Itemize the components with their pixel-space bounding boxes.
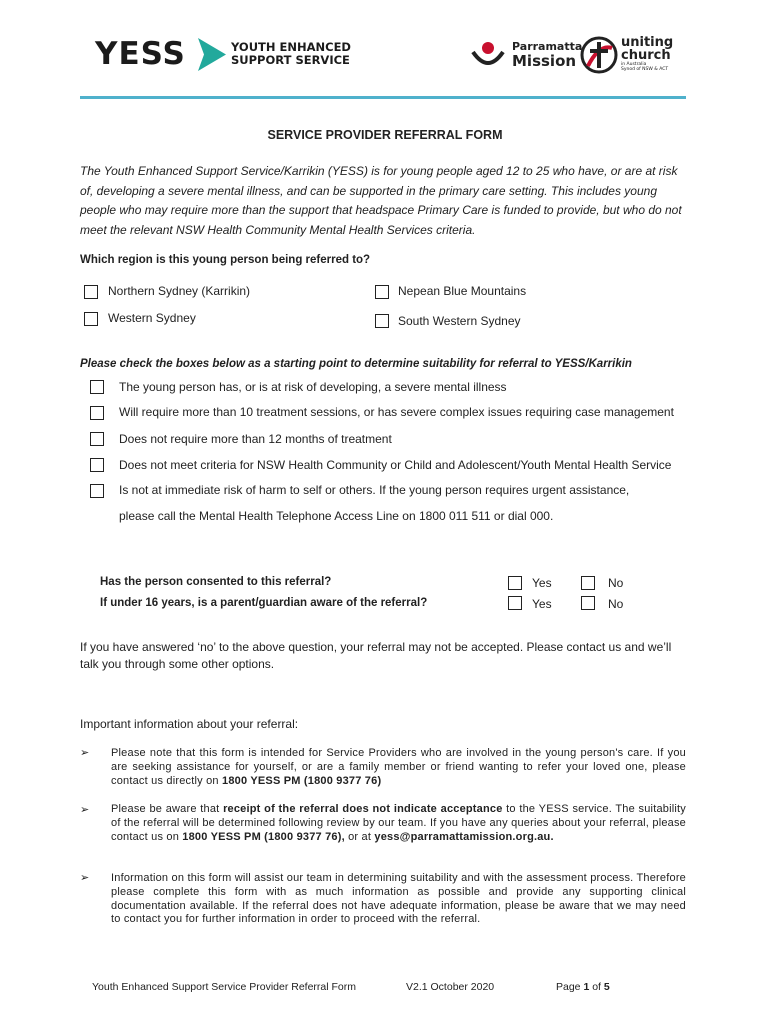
criteria-checkbox-4[interactable] (90, 458, 104, 472)
important-bullet-3 (111, 872, 686, 927)
consent-1-yes-checkbox[interactable] (508, 576, 522, 590)
bullet-arrow-icon: ➢ (80, 803, 90, 816)
footer-version: V2.1 October 2020 (406, 981, 495, 993)
yess-sub-line-2: SUPPORT SERVICE (231, 53, 350, 67)
region-checkbox-south-western-sydney[interactable] (375, 314, 389, 328)
bullet-arrow-icon: ➢ (80, 746, 90, 759)
region-checkbox-western-sydney[interactable] (84, 312, 98, 326)
region-question: Which region is this young person being referred to? (80, 254, 371, 266)
footer-of-word: of (592, 981, 601, 993)
consent-1-no-label: No (608, 576, 624, 590)
footer-page-current: 1 (583, 981, 590, 993)
form-title: SERVICE PROVIDER REFERRAL FORM (267, 128, 503, 142)
criteria-checkbox-1[interactable] (90, 380, 104, 394)
criteria-label-1: The young person has, or is at risk of developing, a severe mental illness (119, 380, 507, 394)
region-checkbox-nepean-blue-mountains[interactable] (375, 285, 389, 299)
uc-line-3: in Australia (621, 62, 647, 67)
important-info-heading: Important information about your referral: (80, 717, 299, 731)
criteria-label-5-continued: please call the Mental Health Telephone Access Line on 1800 011 511 or dial 000. (119, 509, 554, 523)
yess-arrow-icon (196, 38, 226, 71)
consent-2-yes-label: Yes (532, 597, 552, 611)
bullet-3-text: Information on this form will assist our team in determining suitability and with the assessment process. Therefore please complete this form with as much information as possible and provide any supporting clinical documentation available. If the referral does not have adequate information, please be aware that we may need to contact you for further information in order to proceed with the referral. (111, 872, 686, 926)
important-bullet-1 (111, 747, 686, 788)
region-label-northern-sydney: Northern Sydney (Karrikin) (108, 284, 251, 298)
criteria-checkbox-5[interactable] (90, 484, 104, 498)
header-divider (80, 96, 686, 99)
bullet-2-pre: Please be aware that (111, 803, 224, 815)
region-checkbox-northern-sydney[interactable] (84, 285, 98, 299)
region-label-nepean-blue-mountains: Nepean Blue Mountains (398, 284, 527, 298)
parramatta-mission-logo-icon (470, 40, 506, 70)
bullet-2-bold-acceptance: receipt of the referral does not indicate acceptance (223, 803, 503, 815)
yess-logo-subtitle (231, 41, 351, 67)
uc-line-4: Synod of NSW & ACT (621, 67, 669, 72)
suitability-question: Please check the boxes below as a starting point to determine suitability for referral to YESS/Karrikin (80, 358, 632, 370)
consent-2-yes-checkbox[interactable] (508, 596, 522, 610)
consent-1-yes-label: Yes (532, 576, 552, 590)
footer-page-number (556, 981, 610, 993)
pm-line-1: Parramatta (512, 40, 583, 53)
criteria-label-2: Will require more than 10 treatment sessions, or has severe complex issues requiring case management (119, 405, 674, 419)
yess-sub-line-1: YOUTH ENHANCED (231, 40, 351, 54)
bullet-2-mid: to the YESS service. The suitability of the referral will be determined following review by our team. If you have any queries about your referral, please contact us on (111, 803, 686, 843)
bullet-1-text: Please note that this form is intended for Service Providers who are involved in the young person's care. If you are seeking assistance for yourself, or are a family member or friend wanting to refer your loved one, please contact us directly on (111, 747, 686, 787)
bullet-2-email[interactable]: yess@parramattamission.org.au. (374, 830, 554, 843)
pm-line-2: Mission (512, 52, 577, 70)
criteria-label-3: Does not require more than 12 months of treatment (119, 432, 392, 446)
consent-2-no-checkbox[interactable] (581, 596, 595, 610)
bullet-2-phone: 1800 YESS PM (1800 9377 76), (182, 830, 345, 843)
criteria-checkbox-3[interactable] (90, 432, 104, 446)
footer-page-word: Page (556, 981, 581, 993)
important-bullet-2 (111, 803, 686, 844)
criteria-label-5: Is not at immediate risk of harm to self or others. If the young person requires urgent assistance, (119, 483, 630, 497)
yess-logo-word: YESS (95, 36, 186, 72)
uniting-church-wordmark (621, 36, 673, 72)
consent-question-1: Has the person consented to this referral? (100, 576, 332, 588)
uc-line-1: uniting (621, 35, 674, 50)
region-label-south-western-sydney: South Western Sydney (398, 314, 521, 328)
consent-question-2: If under 16 years, is a parent/guardian aware of the referral? (100, 597, 428, 609)
criteria-label-4: Does not meet criteria for NSW Health Community or Child and Adolescent/Youth Mental Health Service (119, 458, 672, 472)
bullet-2-or: or at (344, 830, 375, 843)
parramatta-mission-wordmark (512, 41, 582, 70)
form-intro: The Youth Enhanced Support Service/Karrikin (YESS) is for young people aged 12 to 25 who have, or are at risk of, developing a severe mental illness, and can be supported in the primary care setting. This includes young people who may require more than the support that headspace Primary Care is funded to provide, but who do not meet the relevant NSW Health Community Mental Health Services criteria. (80, 164, 682, 237)
consent-note: If you have answered ‘no’ to the above question, your referral may not be accepted. Please contact us and we’ll talk you through some other options. (80, 640, 672, 671)
bullet-1-phone: 1800 YESS PM (1800 9377 76) (222, 774, 382, 787)
footer-page-total: 5 (603, 981, 610, 993)
uc-line-2: church (621, 48, 671, 63)
criteria-checkbox-2[interactable] (90, 406, 104, 420)
bullet-arrow-icon: ➢ (80, 871, 90, 884)
consent-1-no-checkbox[interactable] (581, 576, 595, 590)
uniting-church-logo-icon (580, 36, 618, 74)
consent-2-no-label: No (608, 597, 624, 611)
region-label-western-sydney: Western Sydney (108, 311, 196, 325)
page-header (0, 0, 770, 100)
footer-doc-name: Youth Enhanced Support Service Provider Referral Form (92, 981, 356, 993)
